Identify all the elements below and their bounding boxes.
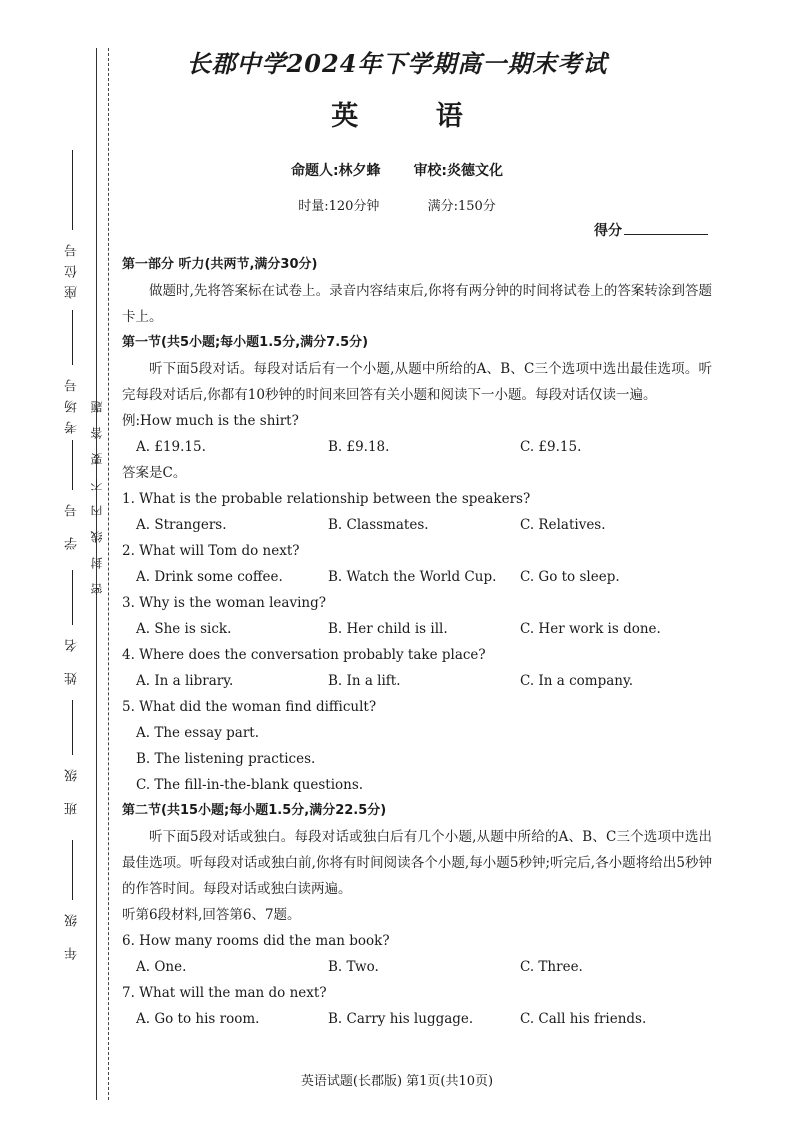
reviewer: 审校:炎德文化 bbox=[413, 163, 504, 179]
option-b[interactable]: B. Classmates. bbox=[328, 517, 429, 533]
option-a[interactable]: A. Go to his room. bbox=[136, 1011, 260, 1027]
question: 4. Where does the conversation probably take place? bbox=[122, 647, 486, 663]
option-c[interactable]: C. Three. bbox=[520, 959, 583, 975]
author-line bbox=[0, 160, 794, 180]
name-blank[interactable] bbox=[72, 570, 73, 625]
section2-instructions: 听下面5段对话或独白。每段对话或独白后有几个小题,从题中所给的A、B、C三个选项中选出最佳选项。听每段对话或独白前,你将有时间阅读各个小题,每小题5秒钟;听完后,各小题将给出5秒钟的作答时间。每段对话或独白读两遍。 bbox=[122, 829, 712, 897]
seal-notice-char: 要 bbox=[89, 453, 104, 465]
exam-room-blank[interactable] bbox=[72, 310, 73, 365]
score-blank[interactable] bbox=[624, 234, 708, 235]
question: 7. What will the man do next? bbox=[122, 985, 327, 1001]
option-c[interactable]: C. Go to sleep. bbox=[520, 569, 620, 585]
subject-title: 英 语 bbox=[331, 101, 497, 132]
part1-heading: 第一部分 听力(共两节,满分30分) bbox=[122, 257, 318, 272]
part1-instructions: 做题时,先将答案标在试卷上。录音内容结束后,你将有两分钟的时间将试卷上的答案转涂到答题卡上。 bbox=[122, 283, 712, 325]
option-a[interactable]: A. She is sick. bbox=[136, 621, 232, 637]
option-c[interactable]: C. Her work is done. bbox=[520, 621, 661, 637]
example-question: 例:How much is the shirt? bbox=[122, 413, 299, 429]
question-options bbox=[122, 1006, 712, 1032]
option-c[interactable]: C. The fill-in-the-blank questions. bbox=[136, 777, 364, 793]
option-a[interactable]: A. One. bbox=[136, 959, 187, 975]
author: 命题人:林夕蜂 bbox=[290, 163, 381, 179]
option-b[interactable]: B. The listening practices. bbox=[136, 751, 316, 767]
class-field[interactable] bbox=[52, 700, 92, 821]
section1-instructions: 听下面5段对话。每段对话后有一个小题,从题中所给的A、B、C三个选项中选出最佳选项。听完每段对话后,你都有10秒钟的时间来回答有关小题和阅读下一小题。每段对话仅读一遍。 bbox=[122, 361, 712, 403]
question: 3. Why is the woman leaving? bbox=[122, 595, 326, 611]
score-field[interactable] bbox=[594, 220, 708, 240]
section2-heading: 第二节(共15小题;每小题1.5分,满分22.5分) bbox=[122, 803, 387, 818]
class-label: 班 级 bbox=[64, 761, 80, 816]
question: 2. What will Tom do next? bbox=[122, 543, 300, 559]
option-b[interactable]: B. Two. bbox=[328, 959, 379, 975]
option-c[interactable]: C. In a company. bbox=[520, 673, 634, 689]
option-a[interactable]: A. The essay part. bbox=[136, 725, 259, 741]
option-a[interactable]: A. Drink some coffee. bbox=[136, 569, 283, 585]
question-options bbox=[122, 512, 712, 538]
question: 6. How many rooms did the man book? bbox=[122, 933, 390, 949]
seal-notice-char: 密 bbox=[89, 583, 104, 595]
seal-notice-char: 不 bbox=[89, 479, 104, 491]
seal-notice bbox=[86, 394, 106, 602]
option: A. £19.15. bbox=[136, 439, 206, 455]
seal-notice-char: 线 bbox=[89, 531, 104, 543]
option-c[interactable]: C. Relatives. bbox=[520, 517, 606, 533]
example-options bbox=[122, 434, 712, 460]
time-info bbox=[0, 195, 794, 214]
option-b[interactable]: B. Watch the World Cup. bbox=[328, 569, 497, 585]
grade-field[interactable] bbox=[52, 840, 92, 966]
section1-heading: 第一节(共5小题;每小题1.5分,满分7.5分) bbox=[122, 335, 369, 350]
seat-number-label: 座位号 bbox=[64, 236, 80, 299]
grade-label: 年 级 bbox=[64, 906, 80, 961]
question-options bbox=[122, 616, 712, 642]
exam-room-label: 考场号 bbox=[64, 371, 80, 434]
question-options bbox=[122, 954, 712, 980]
question: 5. What did the woman find difficult? bbox=[122, 699, 377, 715]
question-options bbox=[122, 668, 712, 694]
time-limit: 时量:120分钟 bbox=[298, 199, 380, 214]
score-label: 得分 bbox=[594, 223, 622, 239]
seal-notice-char: 答 bbox=[89, 427, 104, 439]
exam-content bbox=[122, 252, 712, 1032]
student-id-blank[interactable] bbox=[72, 440, 73, 490]
seal-notice-char: 题 bbox=[89, 401, 104, 413]
full-score: 满分:150分 bbox=[427, 199, 496, 214]
class-blank[interactable] bbox=[72, 700, 73, 755]
student-id-label: 学 号 bbox=[64, 496, 80, 551]
page-footer: 英语试题(长郡版) 第1页(共10页) bbox=[300, 1074, 494, 1089]
material-note: 听第6段材料,回答第6、7题。 bbox=[122, 907, 301, 923]
name-label: 姓 名 bbox=[64, 631, 80, 686]
option-a[interactable]: A. Strangers. bbox=[136, 517, 227, 533]
question-options bbox=[122, 564, 712, 590]
grade-blank[interactable] bbox=[72, 840, 73, 900]
option: B. £9.18. bbox=[328, 439, 390, 455]
option-a[interactable]: A. In a library. bbox=[136, 673, 234, 689]
option: C. £9.15. bbox=[520, 439, 582, 455]
option-b[interactable]: B. Carry his luggage. bbox=[328, 1011, 474, 1027]
question: 1. What is the probable relationship between the speakers? bbox=[122, 491, 531, 507]
option-b[interactable]: B. Her child is ill. bbox=[328, 621, 448, 637]
option-c[interactable]: C. Call his friends. bbox=[520, 1011, 647, 1027]
example-answer: 答案是C。 bbox=[122, 465, 187, 481]
seal-notice-char: 封 bbox=[89, 557, 104, 569]
seal-notice-char: 内 bbox=[89, 505, 104, 517]
option-b[interactable]: B. In a lift. bbox=[328, 673, 401, 689]
exam-title: 长郡中学2024年下学期高一期末考试 bbox=[186, 49, 608, 78]
